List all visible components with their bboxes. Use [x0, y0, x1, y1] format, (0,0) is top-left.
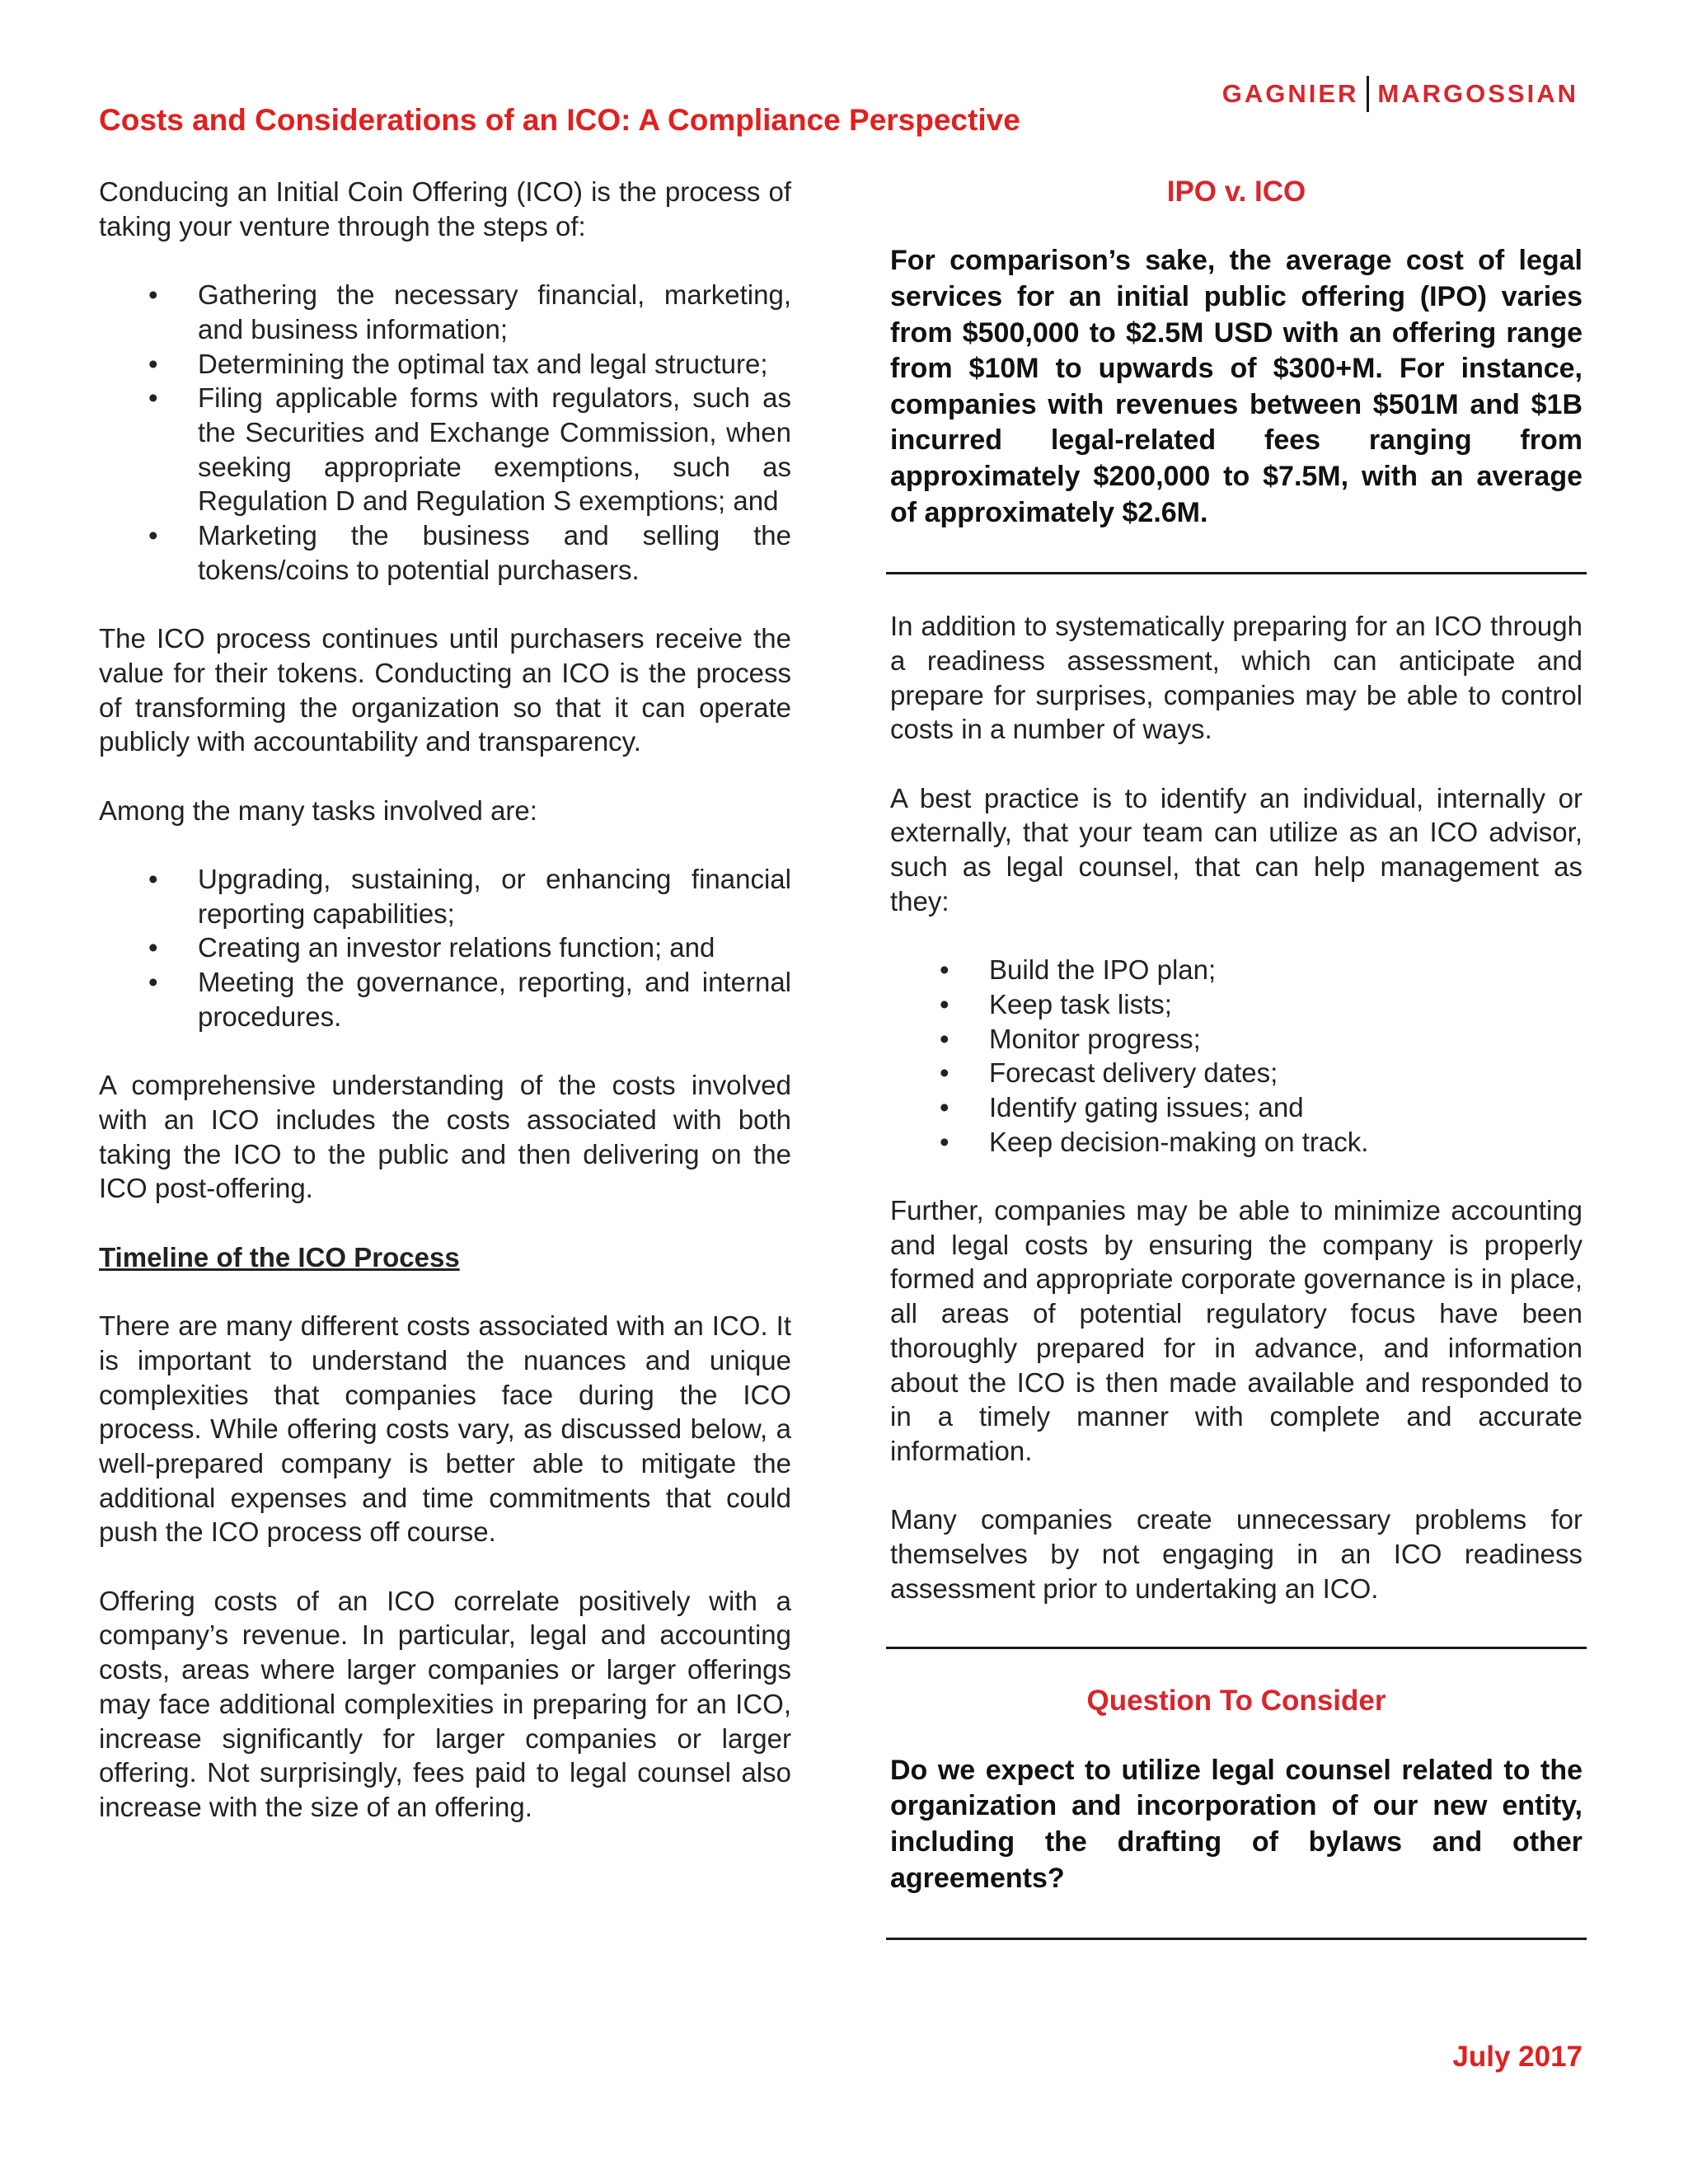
left-column: [99, 175, 791, 1825]
timeline-paragraph: There are many different costs associated with an ICO. It is important to understand the nuances and unique complexities that companies face during the ICO process. While offering costs vary, as discussed below, a well-prepared company is better able to mitigate the additional expenses and time commitments that could push the ICO process off course.: [99, 1310, 791, 1548]
list-item: • Keep task lists;: [890, 987, 1582, 1022]
right-column: [890, 175, 1582, 1940]
many-companies-paragraph: Many companies create unnecessary problems for themselves by not engaging in an ICO readiness assessment prior to undertaking an ICO.: [890, 1504, 1582, 1604]
list-item: • Filing applicable forms with regulators, such as the Securities and Exchange Commission, when seeking appropriate exemptions, such as Regulation D and Regulation S exemptions; and: [99, 381, 791, 518]
tasks-list: [99, 862, 791, 1034]
list-item: • Identify gating issues; and: [890, 1090, 1582, 1125]
ipo-callout-text: For comparison’s sake, the average cost of legal services for an initial public offering (IPO) varies from $500,000 to $2.5M USD with an offering range from $10M to upwards of $300+M. For instance, companies with revenues between $501M and $1B incurred legal-related fees ranging from approximately $200,000 to $7.5M, with an average of approximately $2.6M.: [890, 245, 1582, 528]
firm-logo: [1203, 76, 1578, 112]
logo-left-word: GAGNIER: [1221, 79, 1359, 108]
advisor-tasks-list: [890, 953, 1582, 1159]
list-item: • Gathering the necessary financial, marketing, and business information;: [99, 278, 791, 346]
list-item: • Build the IPO plan;: [890, 953, 1582, 987]
readiness-paragraph: In addition to systematically preparing for an ICO through a readiness assessment, which can anticipate and prepare for surprises, companies may be able to control costs in a number of ways.: [890, 611, 1582, 745]
publication-date: July 2017: [1452, 2041, 1582, 2073]
intro-paragraph: Conducing an Initial Coin Offering (ICO) is the process of taking your venture through the steps of:: [99, 176, 791, 241]
timeline-heading: Timeline of the ICO Process: [99, 1241, 460, 1272]
question-text: Do we expect to utilize legal counsel related to the organization and incorporation of our new entity, including the drafting of bylaws and other agreements?: [890, 1754, 1582, 1894]
list-item: • Upgrading, sustaining, or enhancing financial reporting capabilities;: [99, 862, 791, 930]
tasks-intro: Among the many tasks involved are:: [99, 794, 537, 826]
steps-list: [99, 278, 791, 587]
list-item: • Meeting the governance, reporting, and internal procedures.: [99, 965, 791, 1033]
advisor-paragraph: A best practice is to identify an individual, internally or externally, that your team can utilize as an ICO advisor, such as legal counsel, that can help management as they:: [890, 782, 1582, 916]
list-item: • Creating an investor relations function; and: [99, 930, 791, 965]
logo-right-word: MARGOSSIAN: [1377, 79, 1578, 108]
list-item: • Forecast delivery dates;: [890, 1056, 1582, 1090]
list-item: • Marketing the business and selling the tokens/coins to potential purchasers.: [99, 518, 791, 587]
list-item: • Determining the optimal tax and legal structure;: [99, 347, 791, 382]
ipo-heading: IPO v. ICO: [1166, 176, 1306, 208]
document-title: Costs and Considerations of an ICO: A Compliance Perspective: [99, 103, 1020, 137]
divider: [886, 1938, 1587, 1940]
further-paragraph: Further, companies may be able to minimize accounting and legal costs by ensuring the company is properly formed and appropriate corporate governance is in place, all areas of potential regulatory focus have been thoroughly prepared for in advance, and information about the ICO is then made available and responded to in a timely manner with complete and accurate information.: [890, 1195, 1582, 1466]
list-item: • Keep decision-making on track.: [890, 1125, 1582, 1160]
offering-paragraph: Offering costs of an ICO correlate positively with a company’s revenue. In particular, legal and accounting costs, areas where larger companies or larger offerings may face additional complexities in preparing for an ICO, increase significantly for larger companies or larger offering. Not surprisingly, fees paid to legal counsel also increase with the size of an offering.: [99, 1585, 791, 1822]
costs-paragraph: A comprehensive understanding of the costs involved with an ICO includes the costs associated with both taking the ICO to the public and then delivering on the ICO post-offering.: [99, 1070, 791, 1204]
question-heading: Question To Consider: [1086, 1685, 1386, 1718]
logo-divider: [1367, 76, 1369, 112]
list-item: • Monitor progress;: [890, 1022, 1582, 1057]
process-paragraph: The ICO process continues until purchasers receive the value for their tokens. Conducting an ICO is the process of transforming the organization so that it can operate publicly with accountability and transparency.: [99, 623, 791, 757]
